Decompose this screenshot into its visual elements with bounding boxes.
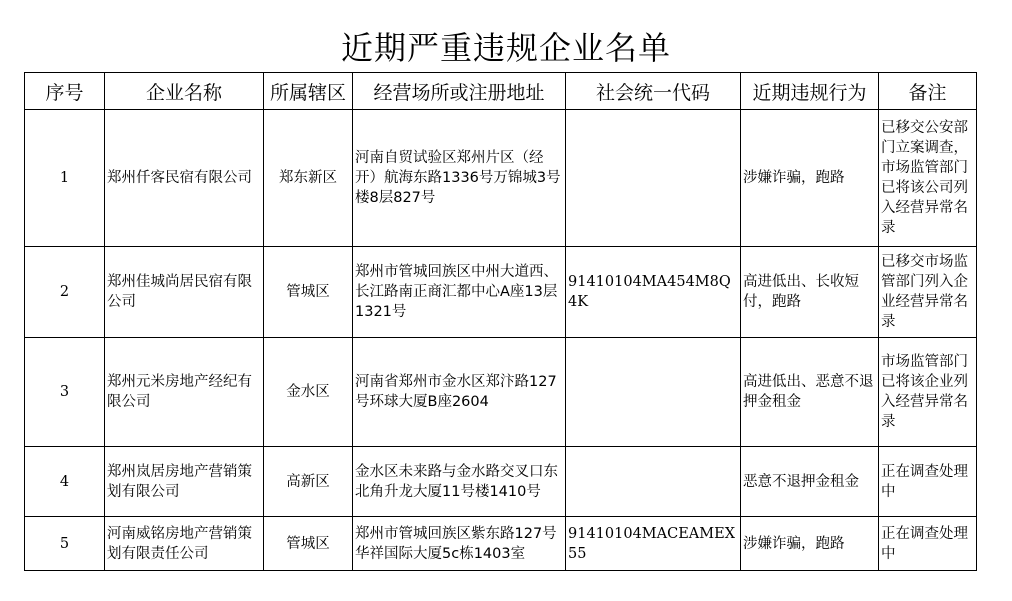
header-address: 经营场所或注册地址 <box>353 73 566 110</box>
credit-code: 91410104MACEAMEX55 <box>566 517 741 571</box>
remarks: 已移交公安部门立案调查，市场监管部门已将该公司列入经营异常名录 <box>879 110 977 247</box>
district: 管城区 <box>264 517 353 571</box>
row-index: 1 <box>25 110 105 247</box>
credit-code <box>566 447 741 517</box>
table-row <box>25 517 977 571</box>
row-index: 3 <box>25 338 105 447</box>
header-name: 企业名称 <box>105 73 264 110</box>
credit-code <box>566 110 741 247</box>
violation: 涉嫌诈骗，跑路 <box>741 517 879 571</box>
table-row <box>25 447 977 517</box>
header-district: 所属辖区 <box>264 73 353 110</box>
address: 河南省郑州市金水区郑汴路127号环球大厦B座2604 <box>353 338 566 447</box>
violation: 涉嫌诈骗，跑路 <box>741 110 879 247</box>
district: 管城区 <box>264 247 353 338</box>
table-row <box>25 110 977 247</box>
credit-code <box>566 338 741 447</box>
row-index: 5 <box>25 517 105 571</box>
company-name: 郑州仟客民宿有限公司 <box>105 110 264 247</box>
address: 河南自贸试验区郑州片区（经开）航海东路1336号万锦城3号楼8层827号 <box>353 110 566 247</box>
table-row <box>25 338 977 447</box>
company-name: 郑州佳城尚居民宿有限公司 <box>105 247 264 338</box>
violation: 高进低出、恶意不退押金租金 <box>741 338 879 447</box>
district: 郑东新区 <box>264 110 353 247</box>
row-index: 2 <box>25 247 105 338</box>
credit-code: 91410104MA454M8Q4K <box>566 247 741 338</box>
violation: 高进低出、长收短付，跑路 <box>741 247 879 338</box>
violation-table <box>24 72 977 571</box>
company-name: 河南威铭房地产营销策划有限责任公司 <box>105 517 264 571</box>
header-remarks: 备注 <box>879 73 977 110</box>
remarks: 已移交市场监管部门列入企业经营异常名录 <box>879 247 977 338</box>
address: 郑州市管城回族区中州大道西、长江路南正商汇都中心A座13层1321号 <box>353 247 566 338</box>
company-name: 郑州元米房地产经纪有限公司 <box>105 338 264 447</box>
remarks: 市场监管部门已将该企业列入经营异常名录 <box>879 338 977 447</box>
address: 郑州市管城回族区紫东路127号华祥国际大厦5c栋1403室 <box>353 517 566 571</box>
header-row <box>25 73 977 110</box>
district: 高新区 <box>264 447 353 517</box>
district: 金水区 <box>264 338 353 447</box>
remarks: 正在调查处理中 <box>879 517 977 571</box>
row-index: 4 <box>25 447 105 517</box>
header-credit-code: 社会统一代码 <box>566 73 741 110</box>
header-index: 序号 <box>25 73 105 110</box>
violation: 恶意不退押金租金 <box>741 447 879 517</box>
remarks: 正在调查处理中 <box>879 447 977 517</box>
table-row <box>25 247 977 338</box>
header-violation: 近期违规行为 <box>741 73 879 110</box>
page-title: 近期严重违规企业名单 <box>340 29 671 67</box>
company-name: 郑州岚居房地产营销策划有限公司 <box>105 447 264 517</box>
address: 金水区未来路与金水路交叉口东北角升龙大厦11号楼1410号 <box>353 447 566 517</box>
